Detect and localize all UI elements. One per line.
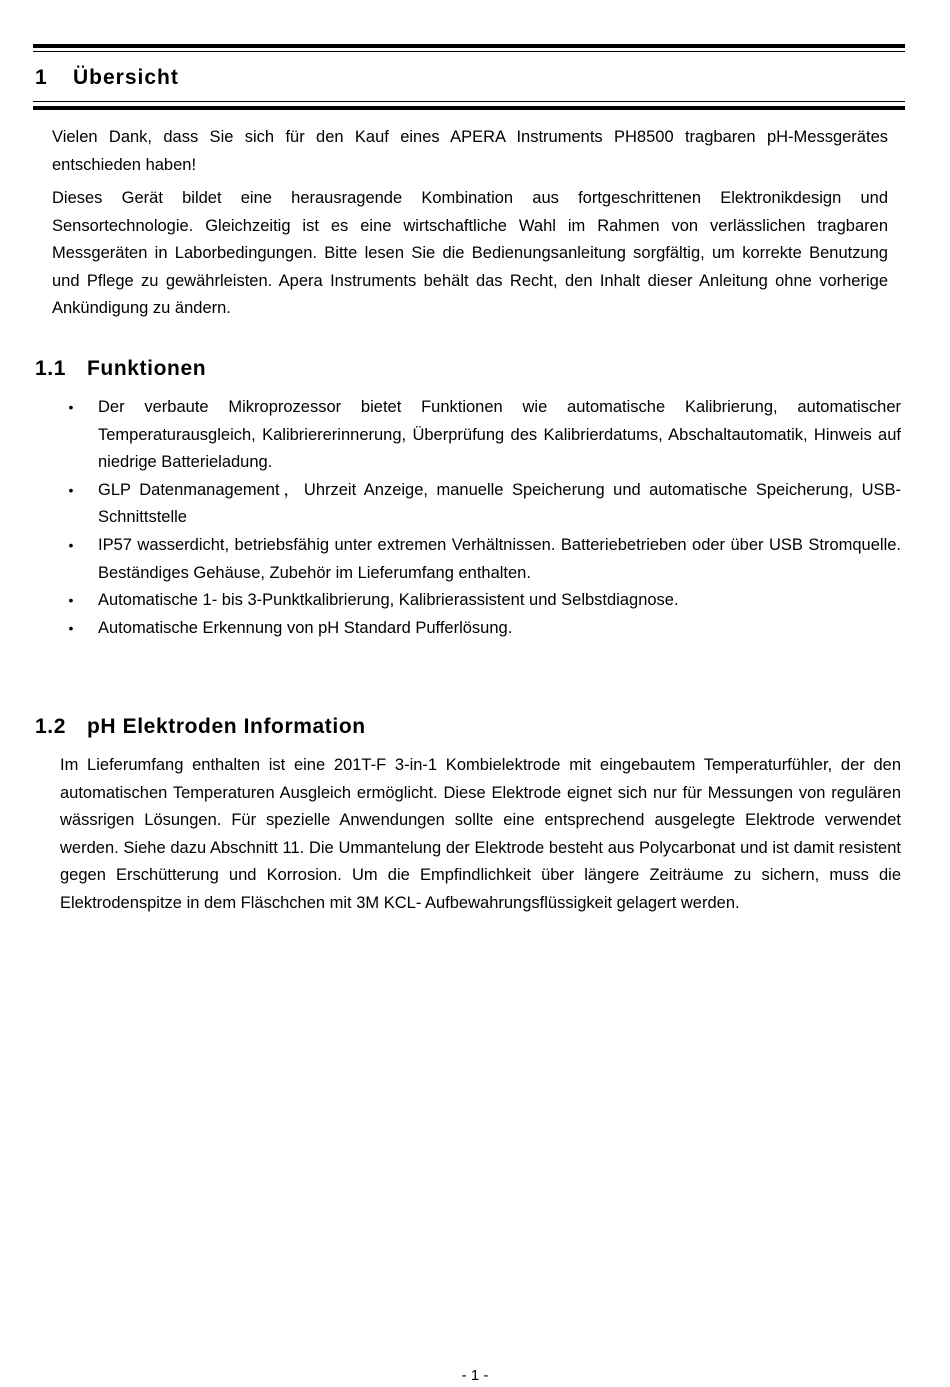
bullet-icon: •: [68, 481, 74, 498]
section-1-number: 1: [35, 66, 48, 89]
heading-rule-thick: [33, 106, 905, 110]
section-1-2-number: 1.2: [35, 715, 66, 738]
section-1-title: Übersicht: [73, 66, 179, 89]
section-1-heading: [35, 64, 179, 92]
top-rule-thin: [33, 51, 905, 52]
section-1-2-heading: [35, 713, 366, 741]
feature-item: [66, 394, 901, 477]
feature-item-text: GLP Datenmanagement，Uhrzeit Anzeige, manuelle Speicherung und automatische Speicherung, USB-Schnittstelle: [98, 480, 901, 527]
intro-paragraph-1: Vielen Dank, dass Sie sich für den Kauf eines APERA Instruments PH8500 tragbaren pH-Messgerätes entschieden haben!: [52, 128, 888, 174]
feature-list: [66, 394, 901, 642]
bullet-icon: •: [68, 619, 74, 636]
section-1-1-title: Funktionen: [87, 357, 207, 380]
feature-item-text: Automatische Erkennung von pH Standard Pufferlösung.: [98, 618, 513, 637]
page-number: - 1 -: [461, 1367, 489, 1384]
heading-rule-thin: [33, 101, 905, 102]
intro-paragraph-2: Dieses Gerät bildet eine herausragende Kombination aus fortgeschrittenen Elektronikdesign und Sensortechnologie. Gleichzeitig ist es eine wirtschaftliche Wahl im Rahmen von verlässlichen tragbaren Messgeräten in Laborbedingungen. Bitte lesen Sie die Bedienungsanleitung sorgfältig, um korrekte Benutzung und Pflege zu gewährleisten. Apera Instruments behält das Recht, den Inhalt dieser Anleitung ohne vorherige Ankündigung zu ändern.: [52, 189, 888, 318]
feature-item: [66, 477, 901, 532]
section-1-1-heading: [35, 355, 206, 383]
electrode-paragraph: Im Lieferumfang enthalten ist eine 201T-F 3-in-1 Kombielektrode mit eingebautem Temperaturfühler, der den automatischen Temperaturen Ausgleich ermöglicht. Diese Elektrode eignet sich nur für Messungen von regulären wässrigen Lösungen. Für spezielle Anwendungen sollte eine entsprechend ausgelegte Elektrode verwendet werden. Siehe dazu Abschnitt 11. Die Ummantelung der Elektrode besteht aus Polycarbonat und ist damit resistent gegen Erschütterung und Korrosion. Um die Empfindlichkeit über längere Zeiträume zu sichern, muss die Elektrodenspitze in dem Fläschchen mit 3M KCL- Aufbewahrungsflüssigkeit gelagert werden.: [60, 756, 901, 912]
feature-item-text: Automatische 1- bis 3-Punktkalibrierung, Kalibrierassistent und Selbstdiagnose.: [98, 591, 679, 610]
top-rule-thick: [33, 44, 905, 48]
feature-item: [66, 615, 901, 643]
feature-item: [66, 587, 901, 615]
bullet-icon: •: [68, 399, 74, 415]
bullet-icon: •: [68, 592, 74, 609]
feature-item-text: Der verbaute Mikroprozessor bietet Funktionen wie automatische Kalibrierung, automatischer Temperaturausgleich, Kalibriererinnerung, Überprüfung des Kalibrierdatums, Abschaltautomatik, Hinweis auf niedrige Batterieladung.: [98, 398, 901, 472]
section-1-2-title: pH Elektroden Information: [87, 715, 366, 738]
feature-item: [66, 532, 901, 587]
bullet-icon: •: [68, 536, 74, 553]
feature-item-text: IP57 wasserdicht, betriebsfähig unter extremen Verhältnissen. Batteriebetrieben oder über USB Stromquelle. Beständiges Gehäuse, Zubehör im Lieferumfang enthalten.: [98, 535, 901, 582]
section-1-1-number: 1.1: [35, 357, 66, 380]
